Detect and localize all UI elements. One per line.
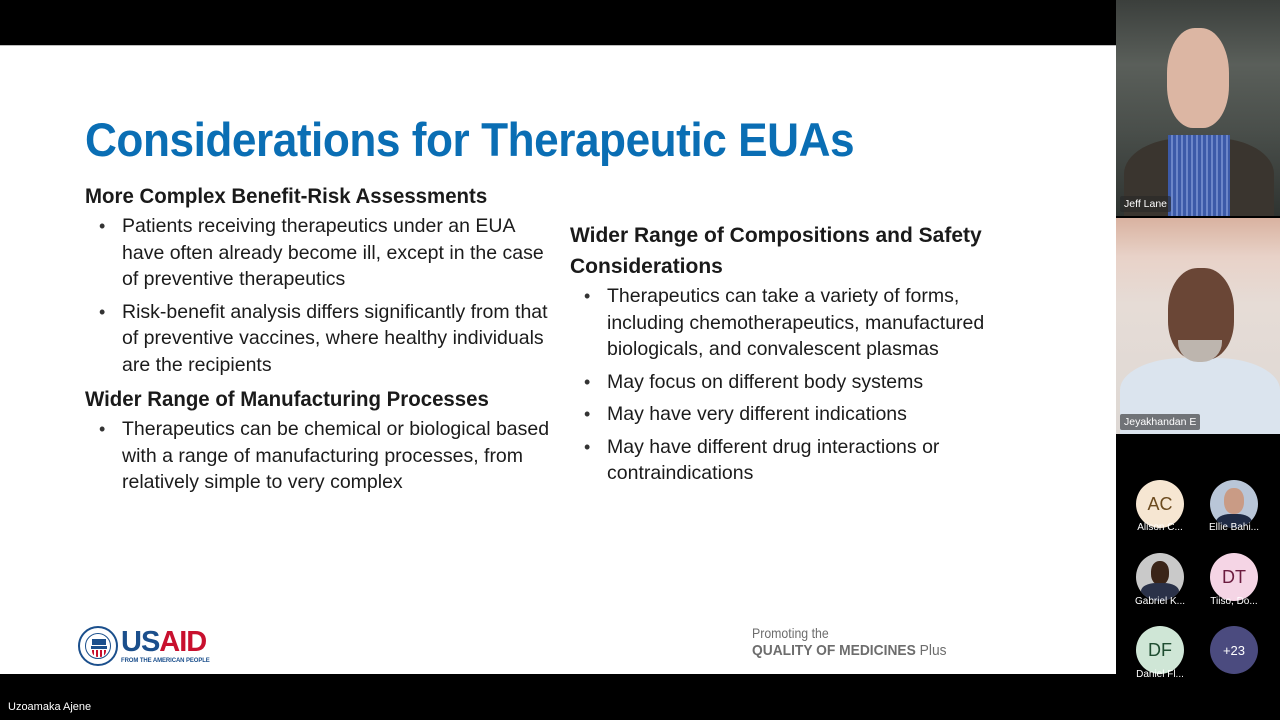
participant-name: Gabriel K... bbox=[1134, 596, 1186, 607]
right-column bbox=[570, 220, 1020, 493]
avatar-initials: AC bbox=[1147, 493, 1173, 514]
participant-avatar-photo[interactable] bbox=[1210, 480, 1258, 528]
usaid-tagline: FROM THE AMERICAN PEOPLE bbox=[121, 658, 210, 664]
participant-name: Daniel Fl... bbox=[1136, 669, 1184, 680]
bullet-item: • May have different drug interactions or contraindications bbox=[570, 434, 1020, 487]
avatar-initials: DT bbox=[1222, 566, 1246, 587]
bullet-item: • May have very different indications bbox=[570, 401, 1020, 428]
avatar-initials: DF bbox=[1148, 639, 1172, 660]
video-tile-name: Jeff Lane bbox=[1120, 196, 1171, 212]
usaid-aid: AID bbox=[159, 626, 207, 658]
usaid-us: US bbox=[121, 626, 160, 658]
video-tile-jeyakhandan[interactable] bbox=[1116, 218, 1280, 434]
participant-avatar-photo[interactable] bbox=[1136, 553, 1184, 601]
bullet-list bbox=[85, 213, 555, 378]
video-tile-name: Jeyakhandan E bbox=[1120, 414, 1200, 430]
slide-title: Considerations for Therapeutic EUAs bbox=[85, 113, 855, 166]
participant-avatar[interactable] bbox=[1210, 553, 1258, 601]
more-count: +23 bbox=[1222, 642, 1246, 658]
bullet-item: • Patients receiving therapeutics under an EUA have often already become ill, except in the case of preventive therapeutics bbox=[85, 213, 555, 293]
section-heading: Wider Range of Manufacturing Processes bbox=[85, 387, 489, 411]
bullet-list bbox=[570, 283, 1020, 487]
bullet-list bbox=[85, 416, 555, 496]
video-tile-jeff-lane[interactable] bbox=[1116, 0, 1280, 216]
usaid-logo bbox=[78, 624, 210, 668]
bullet-item: • Therapeutics can take a variety of forms, including chemotherapeutics, manufactured biologicals, and convalescent plasmas bbox=[570, 283, 1020, 363]
usaid-seal-icon bbox=[78, 626, 118, 666]
section-heading: More Complex Benefit-Risk Assessments bbox=[85, 184, 488, 208]
more-participants-button[interactable] bbox=[1210, 626, 1258, 674]
pqm-line2: QUALITY OF MEDICINES bbox=[752, 642, 916, 659]
bullet-item: • May focus on different body systems bbox=[570, 369, 1020, 396]
pqm-suffix: Plus bbox=[919, 642, 947, 659]
presenter-name: Uzoamaka Ajene bbox=[8, 701, 92, 713]
bullet-item: • Risk-benefit analysis differs significantly from that of preventive vaccines, where healthy individuals are the recipients bbox=[85, 299, 555, 379]
participant-name: Tiiso, Do... bbox=[1210, 596, 1258, 607]
participant-name: Ellie Bahi... bbox=[1208, 522, 1260, 533]
participant-name: Alison C... bbox=[1137, 522, 1183, 533]
shirt bbox=[1168, 135, 1230, 216]
participant-avatar[interactable] bbox=[1136, 626, 1184, 674]
section-heading: Wider Range of Compositions and Safety Considerations bbox=[570, 224, 982, 278]
pqm-logo bbox=[752, 626, 963, 658]
left-column bbox=[85, 181, 555, 502]
video-person-face bbox=[1167, 28, 1229, 128]
participant-avatar[interactable] bbox=[1136, 480, 1184, 528]
shared-slide bbox=[0, 45, 1116, 674]
pqm-line1: Promoting the bbox=[752, 625, 829, 641]
bullet-item: • Therapeutics can be chemical or biological based with a range of manufacturing processes, from relatively simple to very complex bbox=[85, 416, 555, 496]
